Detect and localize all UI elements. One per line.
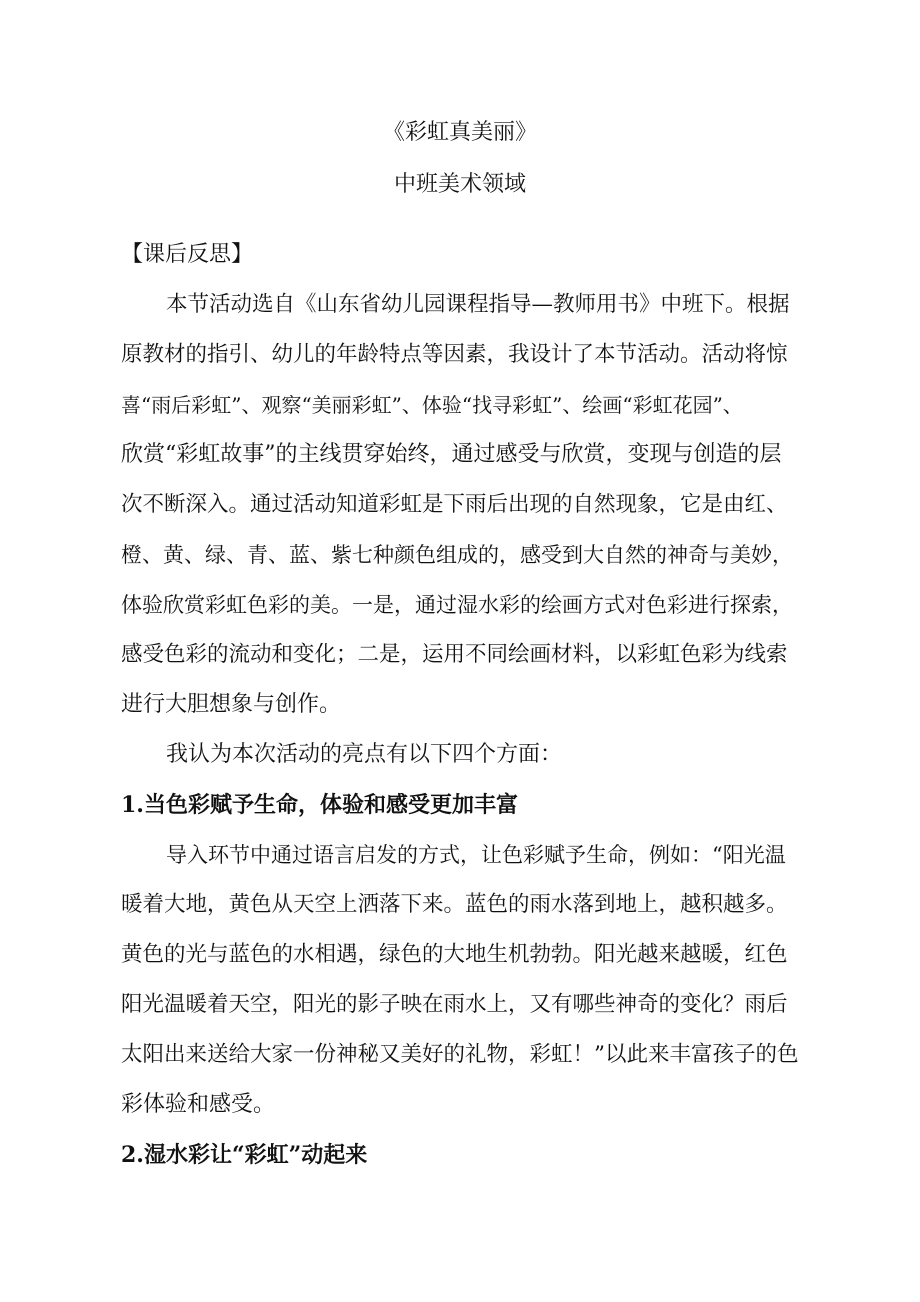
paragraph-line: 喜“雨后彩虹”、观察“美丽彩虹”、体验“找寻彩虹”、绘画“彩虹花园”、: [121, 393, 743, 417]
paragraph-line: 彩体验和感受。: [121, 1092, 276, 1117]
section-heading: 【课后反思】: [121, 242, 254, 267]
paragraph-line: 导入环节中通过语言启发的方式，让色彩赋予生命，例如：“阳光温: [166, 843, 786, 867]
paragraph-line: 原教材的指引、幼儿的年龄特点等因素，我设计了本节活动。活动将惊: [121, 342, 788, 367]
paragraph-line: 本节活动选自《山东省幼儿园课程指导—教师用书》中班下。根据: [166, 292, 790, 317]
paragraph-line: 感受色彩的流动和变化；二是，运用不同绘画材料，以彩虹色彩为线索: [121, 642, 788, 667]
point-1-heading: 1.当色彩赋予生命，体验和感受更加丰富: [121, 792, 518, 818]
paragraph-line: 黄色的光与蓝色的水相遇，绿色的大地生机勃勃。阳光越来越暖，红色: [121, 942, 788, 967]
paragraph-line: 太阳出来送给大家一份神秘又美好的礼物，彩虹！”以此来丰富孩子的色: [121, 1042, 799, 1067]
paragraph-line: 进行大胆想象与创作。: [121, 692, 342, 717]
point-2-heading: 2.湿水彩让“彩虹”动起来: [121, 1142, 368, 1168]
paragraph-line: 阳光温暖着天空，阳光的影子映在雨水上，又有哪些神奇的变化？雨后: [121, 992, 788, 1017]
paragraph-line: 暖着大地，黄色从天空上洒落下来。蓝色的雨水落到地上，越积越多。: [121, 892, 788, 917]
document-title: 《彩虹真美丽》: [382, 120, 537, 145]
paragraph-line: 橙、黄、绿、青、蓝、紫七种颜色组成的，感受到大自然的神奇与美妙，: [121, 543, 793, 567]
paragraph-line: 体验欣赏彩虹色彩的美。一是，通过湿水彩的绘画方式对色彩进行探索，: [121, 593, 793, 617]
paragraph-line: 欣赏“彩虹故事”的主线贯穿始终，通过感受与欣赏，变现与创造的层: [121, 442, 782, 467]
document-subtitle: 中班美术领域: [393, 172, 526, 197]
paragraph-line: 次不断深入。通过活动知道彩虹是下雨后出现的自然现象，它是由红、: [121, 492, 788, 517]
paragraph-2: 我认为本次活动的亮点有以下四个方面：: [166, 742, 563, 767]
